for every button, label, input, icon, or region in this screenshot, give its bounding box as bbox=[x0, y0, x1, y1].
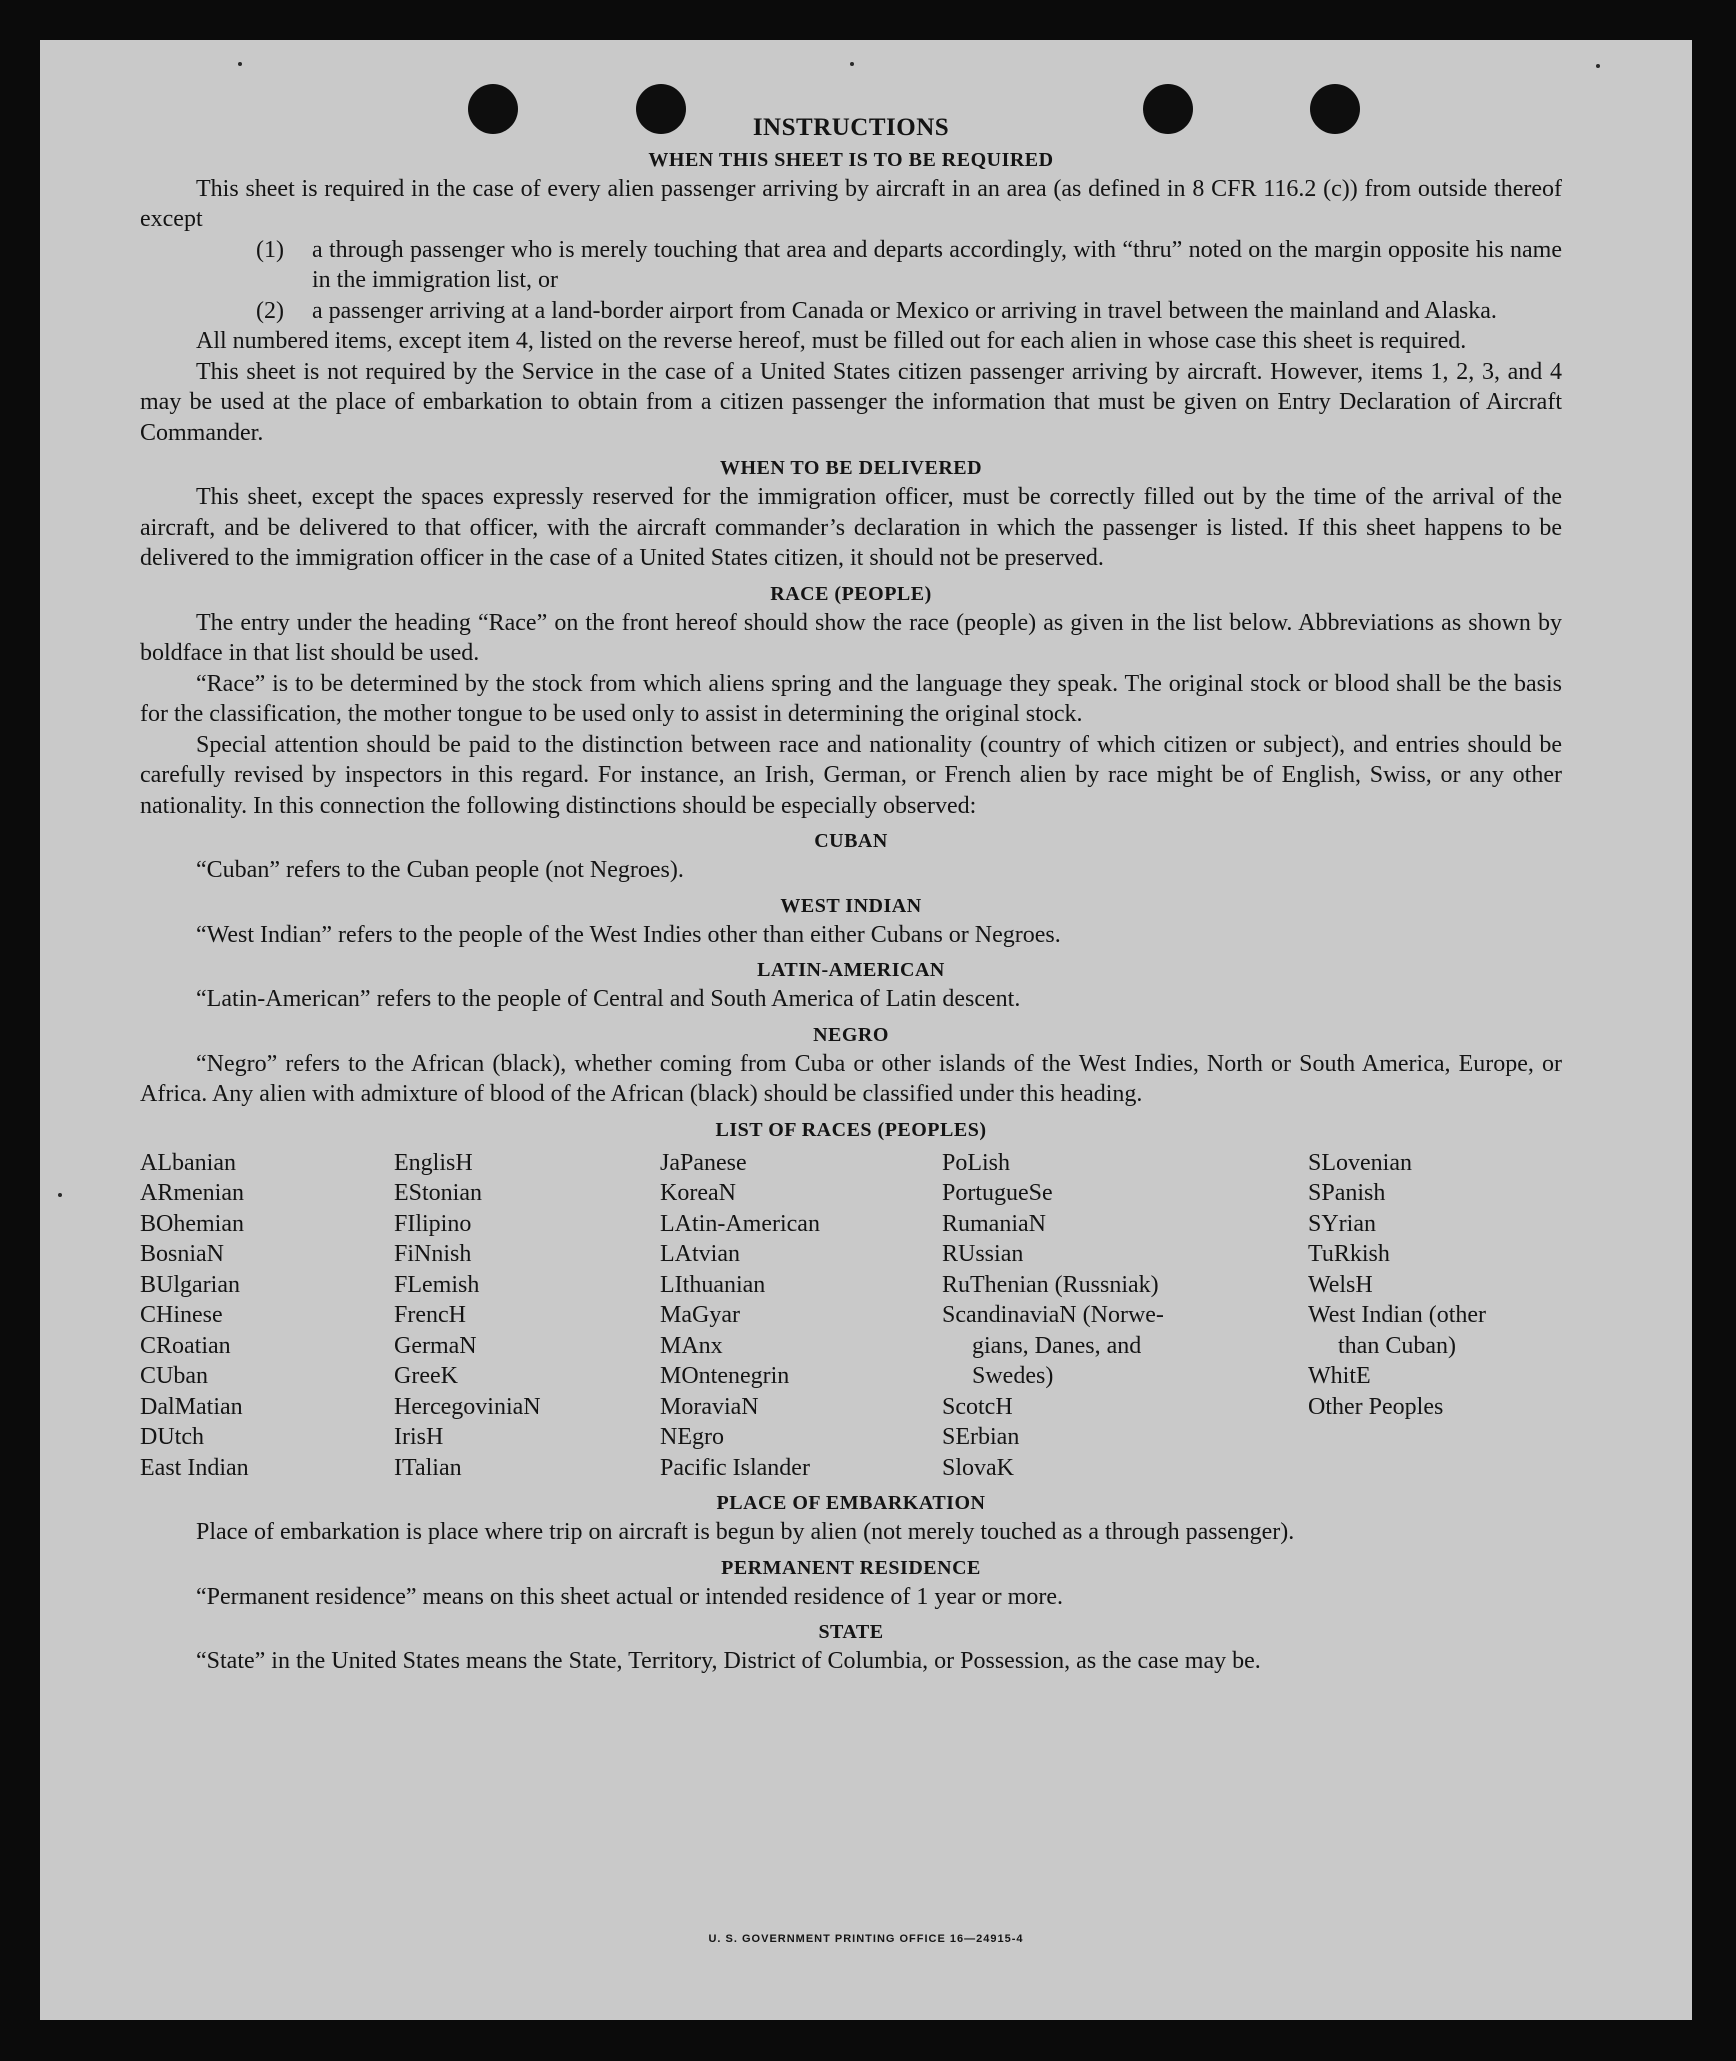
paragraph: “Negro” refers to the African (black), whether coming from Cuba or other islands of the West Indies, North or South America, Europe, or Africa. Any alien with admixture of blood of the African (black) should be classified under this heading. bbox=[140, 1050, 1562, 1107]
race-entry: gians, Danes, and bbox=[972, 1332, 1142, 1359]
race-entry: FrencH bbox=[394, 1302, 466, 1328]
race-entry: EStonian bbox=[394, 1180, 482, 1206]
race-entry: West Indian (other bbox=[1308, 1302, 1487, 1328]
race-entry: JaPanese bbox=[660, 1149, 747, 1176]
race-entry: KoreaN bbox=[660, 1180, 736, 1206]
race-entry: BosniaN bbox=[140, 1241, 224, 1267]
section-heading-race: RACE (PEOPLE) bbox=[770, 582, 932, 605]
paragraph: This sheet is not required by the Service in the case of a United States citizen passenger arriving by aircraft. However, items 1, 2, 3, and 4 may be used at the place of embarkation to obtain from a citizen passenger the information that must be given on Entry Declaration of Aircraft Commander. bbox=[140, 358, 1562, 446]
section-heading-embarkation: PLACE OF EMBARKATION bbox=[716, 1492, 986, 1514]
race-entry: RumaniaN bbox=[942, 1210, 1046, 1237]
paragraph: This sheet, except the spaces expressly reserved for the immigration officer, must be correctly filled out by the time of the arrival of the aircraft, and be delivered to that officer, with the aircraft commander’s declaration in which the passenger is listed. If this sheet happens to be delivered to the immigration officer in the case of a United States citizen, it should not be preserved. bbox=[140, 484, 1562, 571]
race-entry: EnglisH bbox=[394, 1149, 473, 1176]
item-number: (1) bbox=[256, 236, 284, 263]
race-entry: ITalian bbox=[394, 1454, 462, 1481]
race-entry: MoraviaN bbox=[660, 1393, 759, 1420]
section-heading-delivered: WHEN TO BE DELIVERED bbox=[719, 457, 983, 479]
race-entry: Other Peoples bbox=[1308, 1393, 1444, 1420]
section-heading-cuban: CUBAN bbox=[814, 830, 888, 852]
section-heading-latin-american: LATIN-AMERICAN bbox=[757, 959, 945, 981]
race-entry: SErbian bbox=[942, 1424, 1020, 1450]
list-item bbox=[256, 235, 1562, 296]
paragraph: Special attention should be paid to the distinction between race and nationality (country of which citizen or subject), and entries should be carefully revised by inspectors in this regard. For instance, an Irish, German, or French alien by race might be of English, Swiss, or any other nationality. In this connection the following distinctions should be especially observed: bbox=[140, 731, 1562, 819]
race-entry: HercegoviniaN bbox=[394, 1393, 541, 1420]
paragraph: “State” in the United States means the State, Territory, District of Columbia, or Possession, as the case may be. bbox=[196, 1648, 1261, 1674]
speck bbox=[238, 62, 242, 66]
race-entry: CRoatian bbox=[140, 1332, 231, 1359]
race-entry: PoLish bbox=[942, 1149, 1011, 1176]
paragraph: This sheet is required in the case of every alien passenger arriving by aircraft in an area (as defined in 8 CFR 116.2 (c)) from outside thereof except bbox=[140, 175, 1562, 232]
race-entry: SlovaK bbox=[942, 1454, 1014, 1481]
race-entry: WhitE bbox=[1308, 1363, 1371, 1389]
race-entry: GreeK bbox=[394, 1363, 458, 1389]
race-entry: SLovenian bbox=[1308, 1149, 1412, 1176]
race-entry: DalMatian bbox=[140, 1393, 243, 1420]
race-entry: DUtch bbox=[140, 1424, 204, 1450]
item-text: a through passenger who is merely touching that area and departs accordingly, with “thru” noted on the margin opposite his name in the immigration list, or bbox=[312, 236, 1562, 293]
race-entry: FLemish bbox=[394, 1271, 480, 1298]
race-entry: RuThenian (Russniak) bbox=[942, 1271, 1159, 1298]
races-column bbox=[942, 1148, 1308, 1484]
paragraph: The entry under the heading “Race” on the front hereof should show the race (people) as given in the list below. Abbreviations as shown by boldface in that list should be used. bbox=[140, 609, 1562, 666]
section-heading-residence: PERMANENT RESIDENCE bbox=[721, 1556, 981, 1579]
section-heading-required: WHEN THIS SHEET IS TO BE REQUIRED bbox=[648, 148, 1054, 171]
section-heading-state: STATE bbox=[818, 1621, 884, 1643]
race-entry: Pacific Islander bbox=[660, 1454, 810, 1481]
race-entry: PortugueSe bbox=[942, 1180, 1053, 1206]
section-heading-races-list: LIST OF RACES (PEOPLES) bbox=[715, 1118, 987, 1141]
item-number: (2) bbox=[256, 297, 284, 324]
race-entry: CHinese bbox=[140, 1302, 223, 1328]
paragraph: “Race” is to be determined by the stock from which aliens spring and the language they speak. The original stock or blood shall be the basis for the classification, the mother tongue to be used only to assist in determining the original stock. bbox=[140, 670, 1562, 727]
speck bbox=[58, 1193, 62, 1197]
printer-imprint: U. S. GOVERNMENT PRINTING OFFICE 16—24915-4 bbox=[708, 1933, 1024, 1945]
race-entry: TuRkish bbox=[1308, 1241, 1390, 1267]
race-entry: Swedes) bbox=[972, 1363, 1054, 1389]
instructions-body bbox=[140, 113, 1562, 1677]
race-entry: CUban bbox=[140, 1363, 208, 1389]
race-entry: ARmenian bbox=[140, 1180, 244, 1206]
race-entry: RUssian bbox=[942, 1241, 1024, 1267]
speck bbox=[850, 62, 854, 66]
race-entry: IrisH bbox=[394, 1424, 444, 1450]
race-entry: MOntenegrin bbox=[660, 1363, 790, 1389]
race-entry: than Cuban) bbox=[1338, 1332, 1456, 1359]
race-entry: GermaN bbox=[394, 1332, 477, 1359]
race-entry: BUlgarian bbox=[140, 1271, 240, 1298]
race-entry: LAtvian bbox=[660, 1241, 740, 1267]
race-entry: FIlipino bbox=[394, 1210, 472, 1237]
race-entry: MAnx bbox=[660, 1332, 723, 1359]
race-entry: SYrian bbox=[1308, 1210, 1376, 1237]
race-entry: WelsH bbox=[1308, 1271, 1373, 1298]
page-title: INSTRUCTIONS bbox=[752, 114, 950, 141]
races-column bbox=[140, 1148, 394, 1484]
form-sheet bbox=[40, 40, 1692, 2020]
races-column bbox=[660, 1148, 942, 1484]
race-entry: ScotcH bbox=[942, 1393, 1013, 1420]
paragraph: All numbered items, except item 4, listed on the reverse hereof, must be filled out for each alien in whose case this sheet is required. bbox=[196, 328, 1467, 354]
speck bbox=[1596, 64, 1600, 68]
races-column bbox=[1308, 1148, 1562, 1484]
race-entry: ALbanian bbox=[140, 1149, 236, 1176]
list-item bbox=[256, 296, 1562, 327]
item-text: a passenger arriving at a land-border airport from Canada or Mexico or arriving in travel between the mainland and Alaska. bbox=[312, 297, 1497, 324]
section-heading-west-indian: WEST INDIAN bbox=[780, 894, 922, 917]
race-entry: FiNnish bbox=[394, 1241, 472, 1267]
paragraph: “Latin-American” refers to the people of Central and South America of Latin descent. bbox=[196, 986, 1021, 1012]
races-list bbox=[140, 1148, 1562, 1484]
race-entry: MaGyar bbox=[660, 1302, 740, 1328]
race-entry: LIthuanian bbox=[660, 1271, 766, 1298]
section-heading-negro: NEGRO bbox=[813, 1023, 889, 1046]
paragraph: “West Indian” refers to the people of the West Indies other than either Cubans or Negroes. bbox=[196, 921, 1061, 948]
race-entry: NEgro bbox=[660, 1424, 724, 1450]
paragraph: Place of embarkation is place where trip on aircraft is begun by alien (not merely touched as a through passenger). bbox=[196, 1519, 1295, 1545]
race-entry: ScandinaviaN (Norwe- bbox=[942, 1302, 1164, 1328]
paragraph: “Permanent residence” means on this sheet actual or intended residence of 1 year or more. bbox=[196, 1583, 1063, 1610]
race-entry: BOhemian bbox=[140, 1210, 244, 1237]
race-entry: LAtin-American bbox=[660, 1210, 820, 1237]
races-column bbox=[394, 1148, 660, 1484]
paragraph: “Cuban” refers to the Cuban people (not Negroes). bbox=[196, 857, 684, 883]
race-entry: East Indian bbox=[140, 1454, 249, 1481]
race-entry: SPanish bbox=[1308, 1180, 1386, 1206]
